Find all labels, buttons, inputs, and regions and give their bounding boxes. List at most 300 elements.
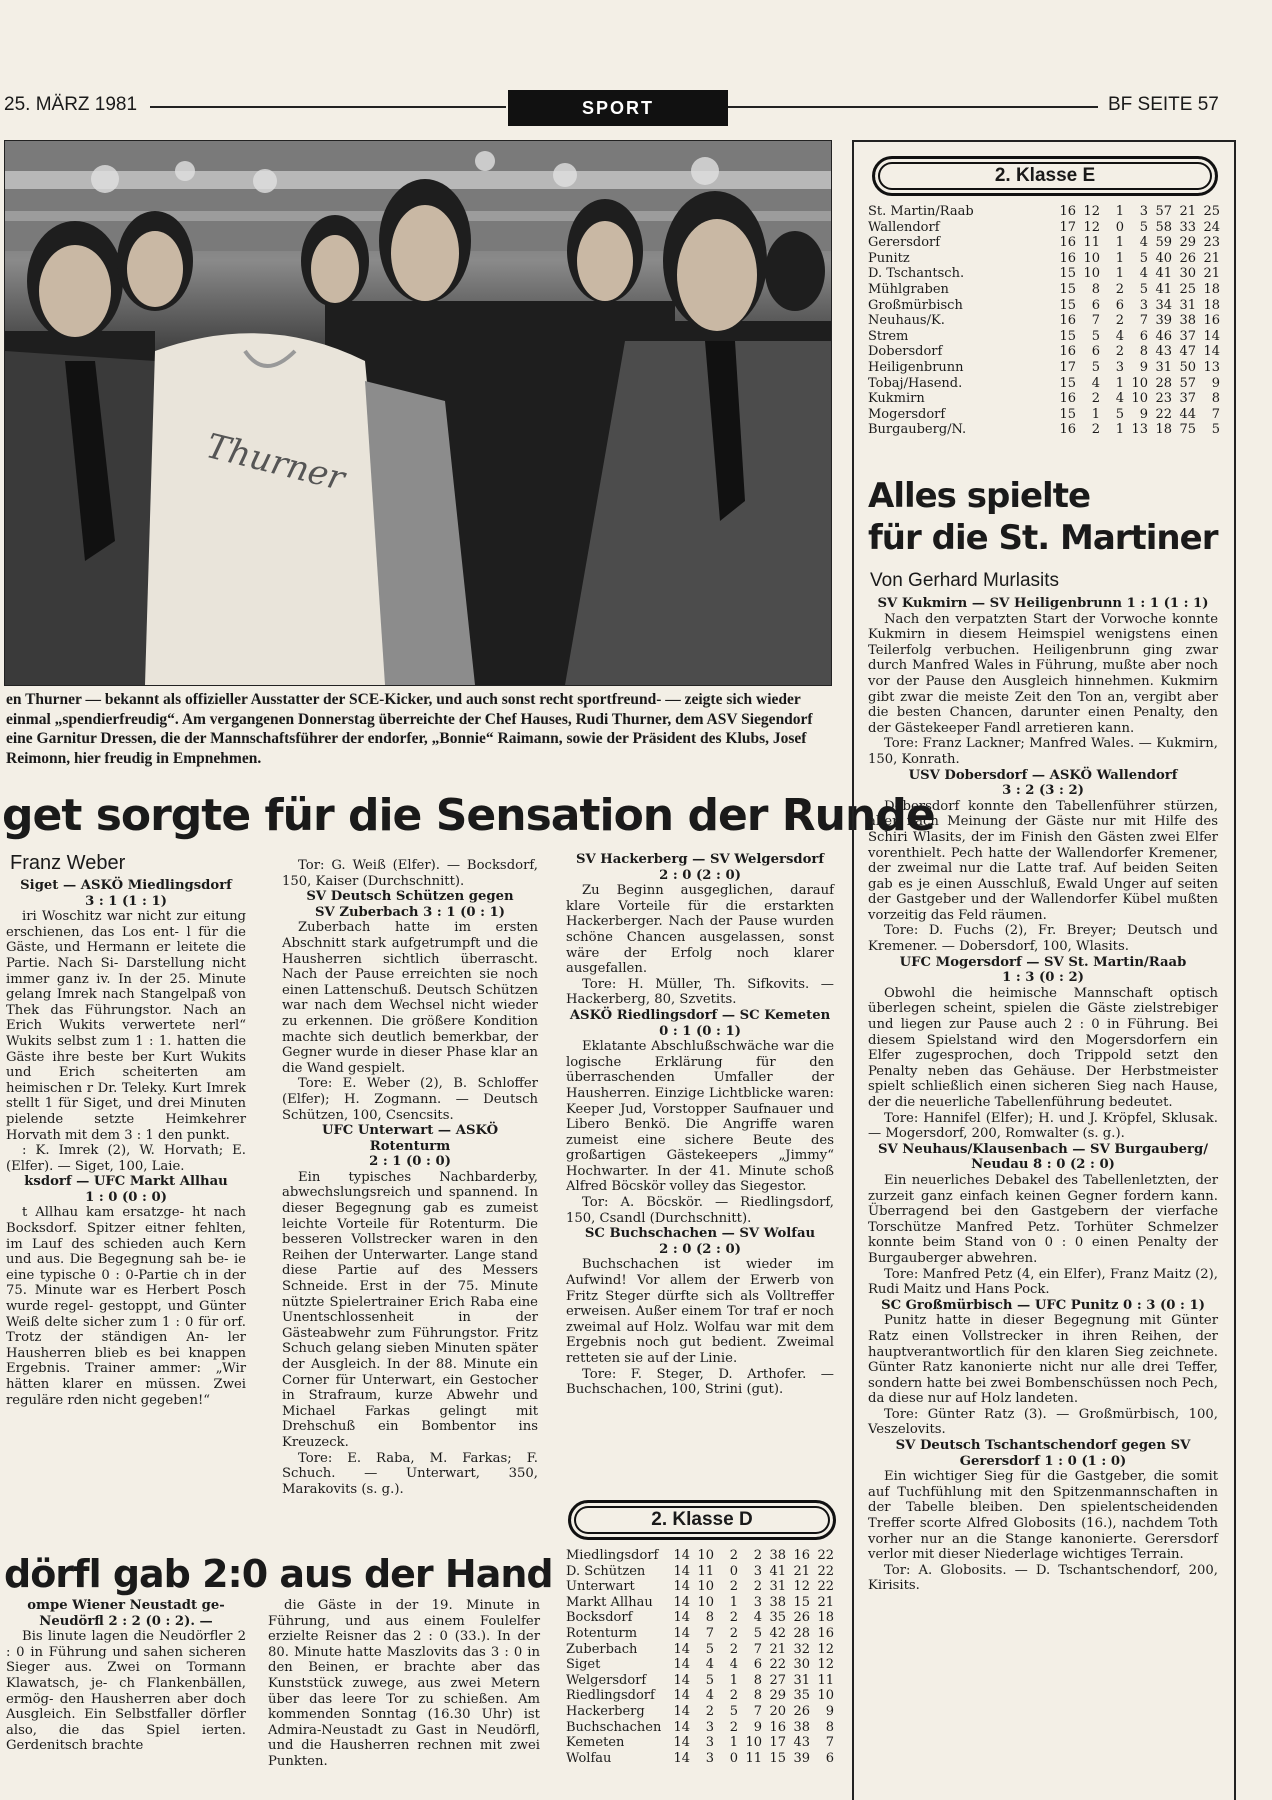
stat-cell: 10 <box>697 1548 714 1563</box>
stat-cell: 25 <box>1179 281 1196 297</box>
stat-cell: 16 <box>1059 422 1076 438</box>
team-name: Buchschachen <box>566 1719 662 1735</box>
stat-cell: 5 <box>1139 281 1148 297</box>
stat-cell: 7 <box>753 1641 762 1657</box>
stat-cell: 5 <box>705 1672 714 1688</box>
article-paragraph: Eklatante Abschlußschwäche war die logische Erklärung für den überraschenden Umfaller der Hausherren. Einzige Lichtblicke waren: Keeper Jud, Vorstopper Saufnauer und Libero Benkö. Die Angriffe waren zumeist eine sichere Beute des großartigen Gästekeepers „Jimmy“ Hochwarter. In der 41. Minute schoß Alfred Böcskör volley das Siegestor. <box>566 1039 834 1195</box>
stat-cell: 3 <box>705 1719 714 1735</box>
stat-cell: 44 <box>1179 406 1196 422</box>
match-heading: 3 : 2 (3 : 2) <box>1002 783 1084 799</box>
team-name: Zuberbach <box>566 1641 638 1657</box>
standings-row <box>868 282 1220 298</box>
right-headline-1: Alles spielte <box>868 476 1091 516</box>
stat-cell: 14 <box>673 1688 690 1704</box>
stat-cell: 47 <box>1179 344 1196 360</box>
match-heading: 1 : 0 (0 : 0) <box>85 1189 167 1205</box>
stat-cell: 10 <box>697 1594 714 1610</box>
standings-row <box>566 1595 834 1611</box>
stat-cell: 7 <box>753 1703 762 1719</box>
table-d-title: 2. Klasse D <box>568 1500 836 1540</box>
stat-cell: 32 <box>793 1641 810 1657</box>
team-name: Heiligenbrunn <box>868 359 964 375</box>
match-heading: Neudörfl 2 : 2 (0 : 2). — <box>39 1613 213 1629</box>
stat-cell: 40 <box>1155 250 1172 266</box>
team-name: Gerersdorf <box>868 235 941 251</box>
stat-cell: 25 <box>1203 204 1220 219</box>
team-name: Großmürbisch <box>868 297 963 313</box>
stat-cell: 31 <box>793 1672 810 1688</box>
main-column-1 <box>6 878 246 1408</box>
main-byline: Franz Weber <box>10 852 126 874</box>
stat-cell: 6 <box>1115 297 1124 313</box>
match-heading: ASKÖ Riedlingsdorf — SC Kemeten <box>569 1007 831 1023</box>
article-paragraph: Tore: H. Müller, Th. Sifkovits. — Hackerberg, 80, Szvetits. <box>566 976 834 1008</box>
stat-cell: 14 <box>1203 328 1220 344</box>
stat-cell: 23 <box>1203 235 1220 251</box>
stat-cell: 9 <box>825 1703 834 1719</box>
team-name: St. Martin/Raab <box>868 204 974 219</box>
stat-cell: 18 <box>1155 422 1172 438</box>
match-heading: SV Deutsch Tschantschendorf gegen SV Gerersdorf 1 : 0 (1 : 0) <box>895 1438 1191 1469</box>
article-paragraph: iri Woschitz war nicht zur eitung erschienen, das Los ent- l für die Gäste, und Hermann er leitete die Partie. Nach Si- Darstellung nicht immer ganz iv. In der 25. Minute gelang Imrek nach Stangelpaß von Thek das Führungstor. Nach an Erich Wukits verwertete nerl“ Wukits selbst zum 1 : 1. hatten die Gäste ihre beste ber Kurt Wukits und Erich scheiterten am heimischen r Dr. Teleky. Kurt Imrek stellt 1 für Siget, und drei Minuten pielende setzte Heimkehrer Horvath mit dem 3 : 1 den punkt. <box>6 909 246 1143</box>
stat-cell: 5 <box>1091 328 1100 344</box>
stat-cell: 3 <box>753 1594 762 1610</box>
table-e-title: 2. Klasse E <box>872 156 1218 196</box>
stat-cell: 3 <box>705 1750 714 1766</box>
stat-cell: 2 <box>1115 313 1124 329</box>
stat-cell: 2 <box>1115 281 1124 297</box>
article-paragraph: Tore: E. Weber (2), B. Schloffer (Elfer); H. Zogmann. — Deutsch Schützen, 100, Csencsits. <box>282 1076 538 1123</box>
standings-table-d <box>566 1548 834 1766</box>
stat-cell: 50 <box>1179 359 1196 375</box>
match-heading: 3 : 1 (1 : 1) <box>85 893 167 909</box>
stat-cell: 26 <box>793 1703 810 1719</box>
main-column-3 <box>566 852 834 1398</box>
stat-cell: 14 <box>673 1563 690 1579</box>
stat-cell: 5 <box>729 1703 738 1719</box>
stat-cell: 15 <box>1059 406 1076 422</box>
stat-cell: 75 <box>1179 422 1196 438</box>
match-heading: 0 : 1 (0 : 1) <box>659 1023 741 1039</box>
stat-cell: 22 <box>1155 406 1172 422</box>
stat-cell: 1 <box>1115 375 1124 391</box>
standings-row <box>868 360 1220 376</box>
article-paragraph: Zuberbach hatte im ersten Abschnitt stark aufgetrumpft und die Hausherren sichtlich überrascht. Nach der Pause erreichten sie noch einen Lattenschuß. Deutsch Schützen war nach dem Wechsel nicht wieder zu erkennen. Die größere Kondition machte sich deutlich bemerkbar, der Gegner wurde in dieser Phase klar an die Wand gespielt. <box>282 920 538 1076</box>
stat-cell: 8 <box>705 1610 714 1626</box>
stat-cell: 2 <box>729 1625 738 1641</box>
main-headline: get sorgte für die Sensation der Runde <box>2 790 935 841</box>
second-headline: dörfl gab 2:0 aus der Hand <box>4 1552 553 1596</box>
stat-cell: 2 <box>729 1688 738 1704</box>
issue-date: 25. MÄRZ 1981 <box>4 94 138 115</box>
stat-cell: 41 <box>1155 266 1172 282</box>
stat-cell: 1 <box>729 1735 738 1751</box>
stat-cell: 5 <box>1139 250 1148 266</box>
right-articles <box>868 596 1218 1594</box>
stat-cell: 43 <box>1155 344 1172 360</box>
article-paragraph: Obwohl die heimische Mannschaft optisch überlegen scheint, spielen die Gäste zielstrebiger und liegen zur Pause auch 2 : 0 in Führung. Bei diesem Spielstand wird den Mogersdorfern ein Elfer zugesprochen, doch Trippold setzt den Penalty neben das Gehäuse. Der Herbstmeister spielt schließlich einen sicheren Sieg nach Hause, der die neuerliche Tabellenführung bedeutet. <box>868 985 1218 1110</box>
stat-cell: 21 <box>793 1563 810 1579</box>
stat-cell: 21 <box>1203 250 1220 266</box>
stat-cell: 2 <box>729 1641 738 1657</box>
standings-row <box>868 344 1220 360</box>
stat-cell: 30 <box>793 1657 810 1673</box>
stat-cell: 10 <box>697 1579 714 1595</box>
article-paragraph: Tore: Franz Lackner; Manfred Wales. — Kukmirn, 150, Konrath. <box>868 736 1218 767</box>
stat-cell: 12 <box>1083 204 1100 219</box>
stat-cell: 14 <box>673 1719 690 1735</box>
stat-cell: 30 <box>1179 266 1196 282</box>
stat-cell: 24 <box>1203 219 1220 235</box>
stat-cell: 37 <box>1179 328 1196 344</box>
article-paragraph: Ein typisches Nachbarderby, abwechslungsreich und spannend. In dieser Begegnung gab es zumeist leichte Vorteile für Rotenturm. Die besseren Vollstrecker waren in den Reihen der Unterwarter. Lange stand diese Partie auf des Messers Schneide. Erst in der 75. Minute nützte Spielertrainer Erich Raba eine Unentschlossenheit in der Gästeabwehr zum Führungstor. Fritz Schuch gelang sieben Minuten später der Ausgleich. In der 88. Minute ein Corner für Unterwart, ein Gestocher in Strafraum, kurze Abwehr und Michael Farkas gelingt mit Drehschuß ein Bombentor ins Kreuzeck. <box>282 1169 538 1450</box>
stat-cell: 4 <box>1139 266 1148 282</box>
stat-cell: 11 <box>697 1563 714 1579</box>
stat-cell: 18 <box>1203 281 1220 297</box>
article-paragraph: Ein wichtiger Sieg für die Gastgeber, die somit auf Tuchfühlung mit den Spitzenmannschaften in der Tabelle bleiben. Den spielentscheidenden Treffer scorte Alfred Globosits (16.), nachdem Toth vorher nur an die Stange kanonierte. Gerersdorf verlor mit dieser Niederlage wichtiges Terrain. <box>868 1469 1218 1563</box>
stat-cell: 8 <box>753 1672 762 1688</box>
stat-cell: 2 <box>729 1579 738 1595</box>
stat-cell: 5 <box>1091 359 1100 375</box>
stat-cell: 39 <box>793 1750 810 1766</box>
stat-cell: 17 <box>769 1735 786 1751</box>
stat-cell: 26 <box>1179 250 1196 266</box>
stat-cell: 13 <box>1203 359 1220 375</box>
article-paragraph: Tor: G. Weiß (Elfer). — Bocksdorf, 150, Kaiser (Durchschnitt). <box>282 858 538 889</box>
stat-cell: 43 <box>793 1735 810 1751</box>
stat-cell: 7 <box>825 1735 834 1751</box>
team-name: Wallendorf <box>868 219 940 235</box>
stat-cell: 2 <box>1115 344 1124 360</box>
article-paragraph: Tore: Günter Ratz (3). — Großmürbisch, 100, Veszelovits. <box>868 1406 1218 1438</box>
stat-cell: 15 <box>793 1594 810 1610</box>
stat-cell: 37 <box>1179 391 1196 407</box>
stat-cell: 41 <box>1155 281 1172 297</box>
standings-row <box>868 376 1220 392</box>
match-heading: ksdorf — UFC Markt Allhau <box>24 1174 228 1190</box>
photo-caption: en Thurner — bekannt als offizieller Ausstatter der SCE-Kicker, und auch sonst recht sportfreund- — zeigte sich wieder einmal „spendierfreudig“. Am vergangenen Donnerstag überreichte der Chef Hauses, Rudi Thurner, dem ASV Siegendorf eine Garnitur Dressen, die der Mannschaftsführer der endorfer, „Bonnie“ Raimann, sowie der Präsident des Klubs, Josef Reimonn, hier freudig in Empnehmen. <box>6 691 813 767</box>
stat-cell: 15 <box>1059 266 1076 282</box>
second-column-1 <box>6 1598 246 1754</box>
standings-row <box>566 1610 834 1626</box>
team-photo <box>4 140 832 686</box>
stat-cell: 8 <box>825 1719 834 1735</box>
stat-cell: 7 <box>705 1625 714 1641</box>
match-heading: SV Deutsch Schützen gegen <box>306 889 514 905</box>
stat-cell: 14 <box>673 1610 690 1626</box>
stat-cell: 1 <box>729 1672 738 1688</box>
stat-cell: 4 <box>1115 328 1124 344</box>
stat-cell: 16 <box>1059 313 1076 329</box>
stat-cell: 4 <box>705 1657 714 1673</box>
team-name: Wolfau <box>566 1750 612 1766</box>
standings-row <box>566 1657 834 1673</box>
stat-cell: 33 <box>1179 219 1196 235</box>
stat-cell: 5 <box>1211 422 1220 438</box>
stat-cell: 34 <box>1155 297 1172 313</box>
header-rule-left <box>150 106 506 108</box>
stat-cell: 3 <box>1139 204 1148 219</box>
stat-cell: 38 <box>769 1594 786 1610</box>
standings-row <box>566 1735 834 1751</box>
photo-illustration <box>5 141 831 685</box>
stat-cell: 20 <box>769 1703 786 1719</box>
stat-cell: 6 <box>825 1750 834 1766</box>
stat-cell: 38 <box>769 1548 786 1563</box>
standings-row <box>566 1642 834 1658</box>
stat-cell: 46 <box>1155 328 1172 344</box>
stat-cell: 17 <box>1059 219 1076 235</box>
stat-cell: 22 <box>817 1548 834 1563</box>
stat-cell: 15 <box>1059 375 1076 391</box>
stat-cell: 2 <box>705 1703 714 1719</box>
standings-row <box>868 391 1220 407</box>
standings-row <box>868 313 1220 329</box>
stat-cell: 4 <box>1091 375 1100 391</box>
standings-row <box>566 1564 834 1580</box>
stat-cell: 16 <box>1059 235 1076 251</box>
stat-cell: 1 <box>1091 406 1100 422</box>
article-paragraph: t Allhau kam ersatzge- ht nach Bocksdorf. Spitzer eitner fehlten, im Lauf des schieden auch Kern und aus. Die Begegnung sah be- ie eine typische 0 : 0-Partie ch in der 75. Minute war es Herbert Posch wurde regel- gestoppt, und Günter Weiß delte sicher zum 1 : 0 für orf. Trotz der ständigen An- ler Hausherren blieb es bei knappen Ergebnis. Trainer ammer: „Wir hätten klarer en müssen. Zwei reguläre rden nicht gegeben!“ <box>6 1205 246 1408</box>
stat-cell: 4 <box>1139 235 1148 251</box>
stat-cell: 59 <box>1155 235 1172 251</box>
article-paragraph: Tore: Hannifel (Elfer); H. und J. Kröpfel, Sklusak. — Mogersdorf, 200, Romwalter (s. g.). <box>868 1110 1218 1142</box>
team-name: Kemeten <box>566 1735 625 1751</box>
match-heading: 2 : 1 (0 : 0) <box>369 1154 451 1170</box>
team-name: Mühlgraben <box>868 281 949 297</box>
stat-cell: 8 <box>753 1688 762 1704</box>
team-name: Tobaj/Hasend. <box>868 375 963 391</box>
team-name: Miedlingsdorf <box>566 1548 659 1563</box>
header-rule-right <box>728 106 1098 108</box>
stat-cell: 16 <box>1059 391 1076 407</box>
stat-cell: 21 <box>1203 266 1220 282</box>
stat-cell: 26 <box>793 1610 810 1626</box>
stat-cell: 4 <box>705 1688 714 1704</box>
match-heading: UFC Unterwart — ASKÖ Rotenturm <box>321 1123 499 1154</box>
article-paragraph: Tor: A. Böcskör. — Riedlingsdorf, 150, Csandl (Durchschnitt). <box>566 1195 834 1226</box>
standings-row <box>566 1548 834 1564</box>
stat-cell: 10 <box>745 1735 762 1751</box>
team-name: Unterwart <box>566 1579 635 1595</box>
stat-cell: 10 <box>1131 391 1148 407</box>
stat-cell: 15 <box>1059 328 1076 344</box>
stat-cell: 14 <box>673 1625 690 1641</box>
match-heading: Siget — ASKÖ Miedlingsdorf <box>20 878 232 893</box>
stat-cell: 2 <box>729 1719 738 1735</box>
stat-cell: 10 <box>1083 266 1100 282</box>
stat-cell: 29 <box>1179 235 1196 251</box>
match-heading: SC Buchschachen — SV Wolfau <box>584 1226 816 1242</box>
article-paragraph: Nach den verpatzten Start der Vorwoche konnte Kukmirn in diesem Heimspiel wenigstens einen Teilerfolg verbuchen. Heiligenbrunn ging zwar durch Manfred Wales in Führung, mußte aber noch vor der Pause den Ausgleich hinnehmen. Kukmirn gibt zwar die meiste Zeit den Ton an, vergibt aber die besten Chancen, darunter einen Penalty, den der Gästekeeper Fandl arretieren kann. <box>868 611 1218 736</box>
stat-cell: 16 <box>1203 313 1220 329</box>
stat-cell: 9 <box>1139 406 1148 422</box>
stat-cell: 22 <box>769 1657 786 1673</box>
stat-cell: 21 <box>817 1594 834 1610</box>
standings-row <box>566 1704 834 1720</box>
right-byline: Von Gerhard Murlasits <box>870 570 1060 591</box>
stat-cell: 2 <box>1091 422 1100 438</box>
stat-cell: 6 <box>1091 344 1100 360</box>
standings-row <box>566 1626 834 1642</box>
stat-cell: 31 <box>1155 359 1172 375</box>
stat-cell: 2 <box>1091 391 1100 407</box>
stat-cell: 12 <box>1083 219 1100 235</box>
stat-cell: 31 <box>1179 297 1196 313</box>
article-paragraph: Tore: Manfred Petz (4, ein Elfer), Franz Maitz (2), Rudi Maitz und Hans Pock. <box>868 1266 1218 1298</box>
stat-cell: 39 <box>1155 313 1172 329</box>
match-heading: UFC Mogersdorf — SV St. Martin/Raab <box>899 954 1187 970</box>
section-label: SPORT <box>508 90 728 126</box>
stat-cell: 8 <box>1211 391 1220 407</box>
article-paragraph: Dobersdorf konnte den Tabellenführer stürzen, aber nach Meinung der Gäste nur mit Hilfe des Schiri Wlasits, der im Finish den Gästen zwei Elfer vorenthielt. Pech hatte der Wallendorfer Kremener, der zweimal nur die Latte traf. Auf beiden Seiten gab es je einen Ausschluß, Ewald Unger auf seiten der Gastgeber und der Wallendorfer Kübel mußten vorzeitig das Feld räumen. <box>868 798 1218 923</box>
match-heading: SC Großmürbisch — UFC Punitz 0 : 3 (0 : 1) <box>881 1297 1205 1313</box>
stat-cell: 5 <box>705 1641 714 1657</box>
stat-cell: 9 <box>753 1719 762 1735</box>
standings-row <box>566 1673 834 1689</box>
stat-cell: 9 <box>1211 375 1220 391</box>
match-heading: SV Zuberbach 3 : 1 (0 : 1) <box>315 904 505 920</box>
stat-cell: 0 <box>1115 219 1124 235</box>
stat-cell: 3 <box>1115 359 1124 375</box>
stat-cell: 4 <box>753 1610 762 1626</box>
article-paragraph: die Gäste in der 19. Minute in Führung, und aus einem Foulelfer erzielte Reisner das 2 : 0 (33.). In der 80. Minute hatte Maszlovits das 3 : 0 in den Beinen, er brachte aber das Kunststück zuwege, aus zwei Metern über das leere Tor zu schießen. Am kommenden Sonntag (16.30 Uhr) ist Admira-Neustadt zu Gast in Neudörfl, und die Hausherren rechnen mit zwei Punkten. <box>268 1598 540 1769</box>
stat-cell: 41 <box>769 1563 786 1579</box>
stat-cell: 12 <box>793 1579 810 1595</box>
stat-cell: 1 <box>1115 250 1124 266</box>
standings-row <box>868 407 1220 423</box>
team-name: Strem <box>868 328 909 344</box>
stat-cell: 11 <box>817 1672 834 1688</box>
stat-cell: 4 <box>1115 391 1124 407</box>
standings-row <box>868 235 1220 251</box>
standings-row <box>868 329 1220 345</box>
stat-cell: 14 <box>673 1594 690 1610</box>
stat-cell: 16 <box>769 1719 786 1735</box>
stat-cell: 15 <box>1059 297 1076 313</box>
stat-cell: 28 <box>793 1625 810 1641</box>
stat-cell: 7 <box>1091 313 1100 329</box>
stat-cell: 14 <box>673 1579 690 1595</box>
team-name: Siget <box>566 1657 601 1673</box>
article-paragraph: Ein neuerliches Debakel des Tabellenletzten, der zurzeit ganz einfach keinen Gegner fordern kann. Überragend bei den Gastgebern der vierfache Torschütze Manfred Petz. Torhüter Schmelzer konnte beim Stand von 0 : 0 einen Penalty der Burgauberger abwehren. <box>868 1172 1218 1266</box>
stat-cell: 11 <box>1083 235 1100 251</box>
team-name: Burgauberg/N. <box>868 422 967 438</box>
article-paragraph: Bis linute lagen die Neudörfler 2 : 0 in Führung und sahen sicheren Sieger aus. Zwei on Tormann Klawatsch, je- ch Flankenbällen, ermög- den Hausherren aber doch Ausgleich. Ein Selbstfaller dörfler also, die das Spiel ierten. Gerdenitsch brachte <box>6 1629 246 1754</box>
stat-cell: 10 <box>1083 250 1100 266</box>
stat-cell: 7 <box>1211 406 1220 422</box>
stat-cell: 35 <box>769 1610 786 1626</box>
article-paragraph: : K. Imrek (2), W. Horvath; E. (Elfer). — Siget, 100, Laie. <box>6 1143 246 1174</box>
stat-cell: 1 <box>1115 266 1124 282</box>
stat-cell: 11 <box>745 1750 762 1766</box>
stat-cell: 42 <box>769 1625 786 1641</box>
stat-cell: 27 <box>769 1672 786 1688</box>
standings-row <box>868 422 1220 438</box>
stat-cell: 31 <box>769 1579 786 1595</box>
stat-cell: 14 <box>673 1657 690 1673</box>
stat-cell: 38 <box>793 1719 810 1735</box>
stat-cell: 14 <box>673 1641 690 1657</box>
stat-cell: 6 <box>1091 297 1100 313</box>
match-heading: SV Hackerberg — SV Welgersdorf <box>575 852 825 867</box>
stat-cell: 16 <box>817 1625 834 1641</box>
stat-cell: 1 <box>1115 422 1124 438</box>
article-paragraph: Tore: E. Raba, M. Farkas; F. Schuch. — Unterwart, 350, Marakovits (s. g.). <box>282 1450 538 1497</box>
stat-cell: 16 <box>1059 204 1076 219</box>
stat-cell: 21 <box>769 1641 786 1657</box>
match-heading: ompe Wiener Neustadt ge- <box>27 1598 225 1613</box>
team-name: D. Schützen <box>566 1563 646 1579</box>
stat-cell: 23 <box>1155 391 1172 407</box>
stat-cell: 16 <box>1059 344 1076 360</box>
stat-cell: 2 <box>753 1579 762 1595</box>
team-name: Neuhaus/K. <box>868 313 945 329</box>
match-heading: USV Dobersdorf — ASKÖ Wallendorf <box>908 767 1178 783</box>
stat-cell: 12 <box>817 1657 834 1673</box>
right-headline-2: für die St. Martiner <box>868 518 1218 558</box>
stat-cell: 2 <box>753 1548 762 1563</box>
match-heading: 2 : 0 (2 : 0) <box>659 1241 741 1257</box>
match-heading: SV Kukmirn — SV Heiligenbrunn 1 : 1 (1 : 1) <box>877 596 1209 611</box>
standings-row <box>868 204 1220 220</box>
stat-cell: 5 <box>1139 219 1148 235</box>
article-paragraph: Tor: A. Globosits. — D. Tschantschendorf, 200, Kirisits. <box>868 1562 1218 1594</box>
team-name: Rotenturm <box>566 1625 638 1641</box>
stat-cell: 16 <box>1059 250 1076 266</box>
stat-cell: 22 <box>817 1579 834 1595</box>
stat-cell: 1 <box>729 1594 738 1610</box>
standings-row <box>868 251 1220 267</box>
stat-cell: 57 <box>1155 204 1172 219</box>
main-column-2 <box>282 858 538 1497</box>
stat-cell: 14 <box>673 1750 690 1766</box>
stat-cell: 58 <box>1155 219 1172 235</box>
stat-cell: 17 <box>1059 359 1076 375</box>
article-paragraph: Punitz hatte in dieser Begegnung mit Günter Ratz einen Vollstrecker in ihren Reihen, der hauptverantwortlich für den klaren Sieg zeichnete. Günter Ratz kanonierte nicht nur alle drei Teffer, sondern hatte bei zwei Bombenschüssen noch Pech, da diese nur auf Holz landeten. <box>868 1313 1218 1407</box>
stat-cell: 15 <box>1059 281 1076 297</box>
stat-cell: 14 <box>673 1735 690 1751</box>
stat-cell: 2 <box>729 1610 738 1626</box>
team-name: Welgersdorf <box>566 1672 647 1688</box>
article-paragraph: Buchschachen ist wieder im Aufwind! Vor allem der Erwerb von Fritz Steger dürfte sich als Volltreffer erweisen. Außer einem Tor traf er noch zweimal auf Holz. Wolfau war mit dem Ergebnis noch gut bedient. Zweimal retteten sie auf der Linie. <box>566 1257 834 1366</box>
stat-cell: 35 <box>793 1688 810 1704</box>
second-column-2 <box>268 1598 540 1770</box>
standings-row <box>868 220 1220 236</box>
stat-cell: 2 <box>729 1548 738 1563</box>
stat-cell: 6 <box>753 1657 762 1673</box>
stat-cell: 3 <box>1139 297 1148 313</box>
stat-cell: 8 <box>1139 344 1148 360</box>
stat-cell: 3 <box>753 1563 762 1579</box>
standings-row <box>566 1720 834 1736</box>
standings-row <box>566 1751 834 1767</box>
match-heading: 1 : 3 (0 : 2) <box>1002 970 1084 986</box>
page-number: BF SEITE 57 <box>1108 94 1219 115</box>
stat-cell: 12 <box>817 1641 834 1657</box>
article-paragraph: Zu Beginn ausgeglichen, darauf klare Vorteile für die erstarkten Hackerberger. Nach der Pause wurden schöne Chancen ausgelassen, sonst wäre der Erfolg noch klarer ausgefallen. <box>566 883 834 977</box>
stat-cell: 16 <box>793 1548 810 1563</box>
standings-table-e <box>868 204 1220 438</box>
article-paragraph: Tore: D. Fuchs (2), Fr. Breyer; Deutsch und Kremener. — Dobersdorf, 100, Wlasits. <box>868 923 1218 955</box>
team-name: Mogersdorf <box>868 406 946 422</box>
article-paragraph: Tore: F. Steger, D. Arthofer. — Buchschachen, 100, Strini (gut). <box>566 1366 834 1398</box>
stat-cell: 15 <box>769 1750 786 1766</box>
team-name: Punitz <box>868 250 910 266</box>
team-name: Kukmirn <box>868 391 925 407</box>
standings-row <box>566 1688 834 1704</box>
stat-cell: 8 <box>1091 281 1100 297</box>
